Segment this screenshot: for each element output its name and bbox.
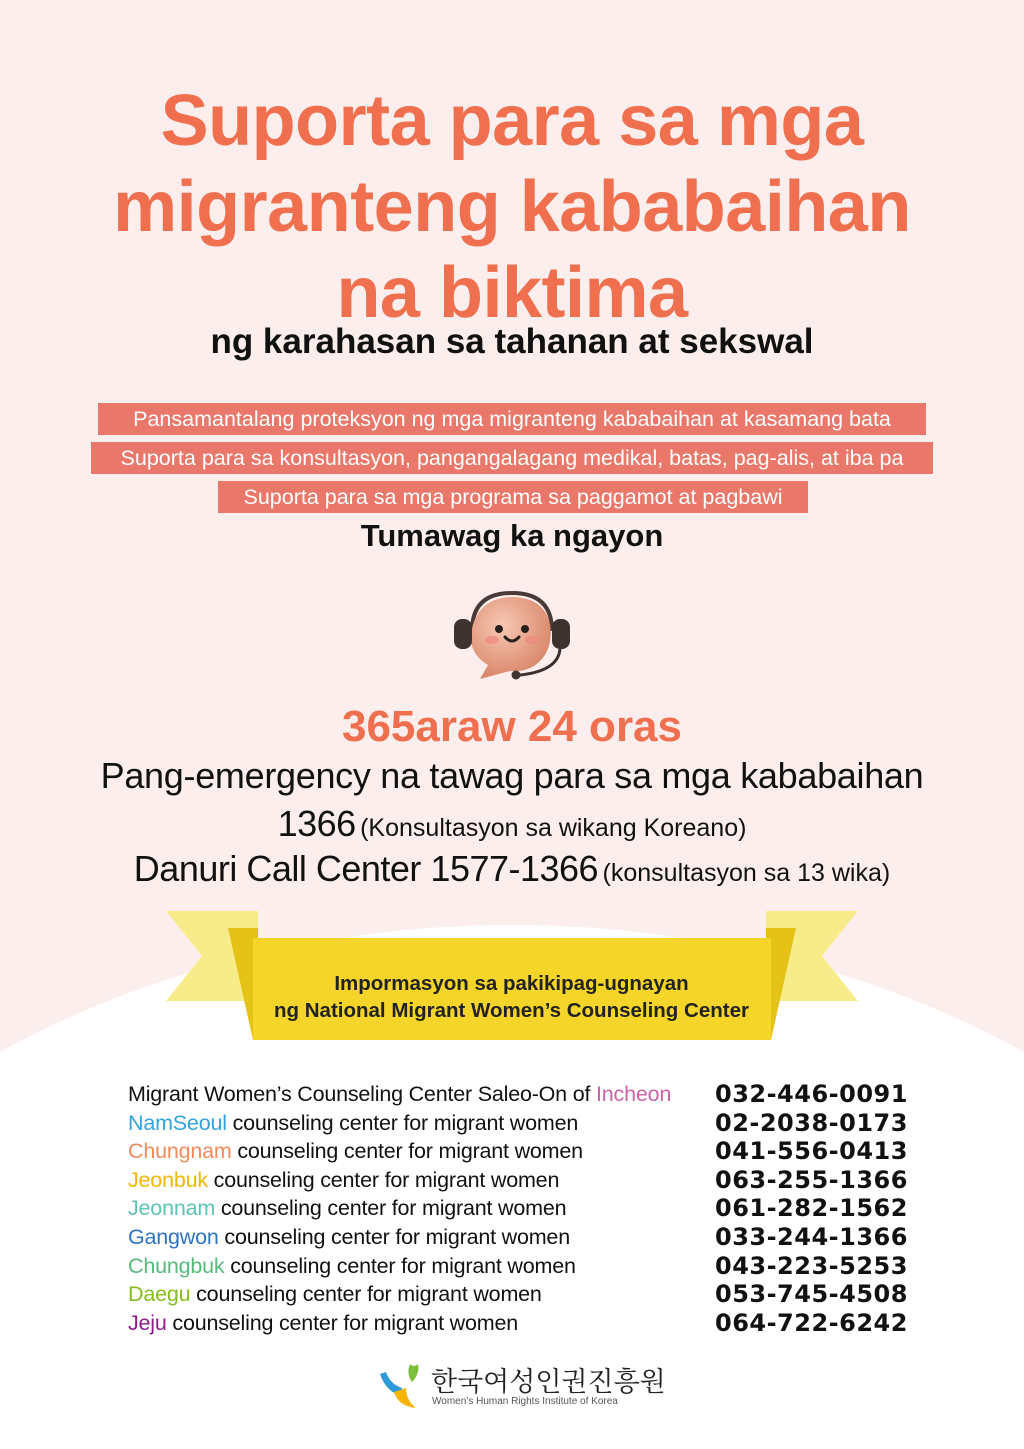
center-name: [128, 1252, 576, 1280]
center-region: Jeju: [128, 1310, 167, 1335]
center-name-suffix: counseling center for migrant women: [215, 1196, 567, 1221]
hotline-1366-note: (Konsultasyon sa wikang Koreano): [360, 814, 747, 842]
center-row-jeonbuk: [128, 1166, 908, 1195]
center-row-chungbuk: [128, 1252, 908, 1281]
institute-logo: [376, 1360, 666, 1412]
call-now-heading: Tumawag ka ngayon: [360, 518, 664, 553]
center-phone: 033-244-1366: [715, 1222, 908, 1251]
ribbon-line-1: Impormasyon sa pakikipag-ugnayan: [334, 972, 689, 995]
institute-logo-mark-icon: [376, 1362, 424, 1410]
center-region: Chungnam: [128, 1139, 232, 1164]
title-line-3: na biktima: [336, 253, 688, 333]
center-name: [128, 1280, 542, 1308]
ribbon-heading: [253, 970, 770, 1024]
center-name: [128, 1309, 518, 1337]
center-region: Jeonbuk: [128, 1167, 208, 1192]
center-name-suffix: counseling center for migrant women: [207, 1167, 560, 1192]
center-name: [128, 1194, 566, 1222]
center-name: [128, 1080, 671, 1108]
center-name-suffix: counseling center for migrant women: [218, 1224, 570, 1249]
center-name-suffix: counseling center for migrant women: [166, 1310, 518, 1335]
service-bar-protection: Pansamantalang proteksyon ng mga migranteng kababaihan at kasamang bata: [98, 403, 926, 435]
center-name: [128, 1137, 583, 1165]
center-row-incheon: [128, 1080, 908, 1109]
center-row-namseoul: [128, 1109, 908, 1138]
center-phone: 02-2038-0173: [715, 1108, 908, 1137]
center-phone: 064-722-6242: [715, 1308, 908, 1337]
hotline-hours: 365araw 24 oras: [341, 702, 683, 751]
institute-name-korean: 한국여성인권진흥원: [431, 1367, 666, 1398]
center-phone: 032-446-0091: [715, 1080, 908, 1108]
hotline-1366-number: 1366: [277, 803, 356, 844]
danuri-call-center-line: [0, 848, 1024, 890]
hotline-1366-line: [0, 803, 1024, 845]
center-name-suffix: counseling center for migrant women: [190, 1282, 542, 1307]
page-subtitle: ng karahasan sa tahanan at sekswal: [210, 322, 814, 361]
center-region: Chungbuk: [128, 1253, 225, 1278]
center-region: Gangwon: [128, 1224, 219, 1249]
danuri-note: (konsultasyon sa 13 wika): [602, 859, 891, 887]
center-region: Jeonnam: [128, 1196, 216, 1221]
center-name: [128, 1109, 578, 1137]
ribbon-line-2: ng National Migrant Women’s Counseling Center: [274, 999, 749, 1022]
center-row-chungnam: [128, 1137, 908, 1166]
center-name-suffix: counseling center for migrant women: [231, 1139, 583, 1164]
headset-mascot-icon: [450, 587, 574, 689]
service-bar-consultation: Suporta para sa konsultasyon, pangangalagang medikal, batas, pag-alis, at iba pa: [91, 442, 933, 474]
center-phone: 053-745-4508: [715, 1280, 908, 1309]
center-row-jeju: [128, 1309, 908, 1338]
center-name-suffix: counseling center for migrant women: [226, 1110, 579, 1135]
center-name-prefix: Migrant Women’s Counseling Center Saleo-On of: [128, 1082, 597, 1106]
danuri-number: Danuri Call Center 1577-1366: [133, 848, 599, 889]
center-region: NamSeoul: [128, 1110, 227, 1135]
center-row-daegu: [128, 1280, 908, 1309]
center-name-suffix: counseling center for migrant women: [224, 1253, 576, 1278]
center-phone: 041-556-0413: [715, 1137, 908, 1166]
title-line-1: Suporta para sa mga: [160, 81, 864, 161]
page-title: [0, 78, 1024, 336]
institute-name-english: Women’s Human Rights Institute of Korea: [432, 1396, 618, 1407]
title-line-2: migranteng kababaihan: [113, 167, 911, 247]
center-phone: 063-255-1366: [715, 1165, 908, 1194]
center-phone: 061-282-1562: [715, 1194, 908, 1223]
center-region: Incheon: [596, 1082, 672, 1106]
center-region: Daegu: [128, 1282, 191, 1307]
center-phone: 043-223-5253: [715, 1251, 908, 1280]
hotline-label: Pang-emergency na tawag para sa mga kababaihan: [100, 755, 924, 796]
service-bar-programs: Suporta para sa mga programa sa paggamot at pagbawi: [218, 481, 808, 513]
counseling-center-list: [128, 1080, 908, 1337]
center-row-gangwon: [128, 1223, 908, 1252]
center-name: [128, 1223, 570, 1251]
center-name: [128, 1166, 559, 1194]
center-row-jeonnam: [128, 1194, 908, 1223]
